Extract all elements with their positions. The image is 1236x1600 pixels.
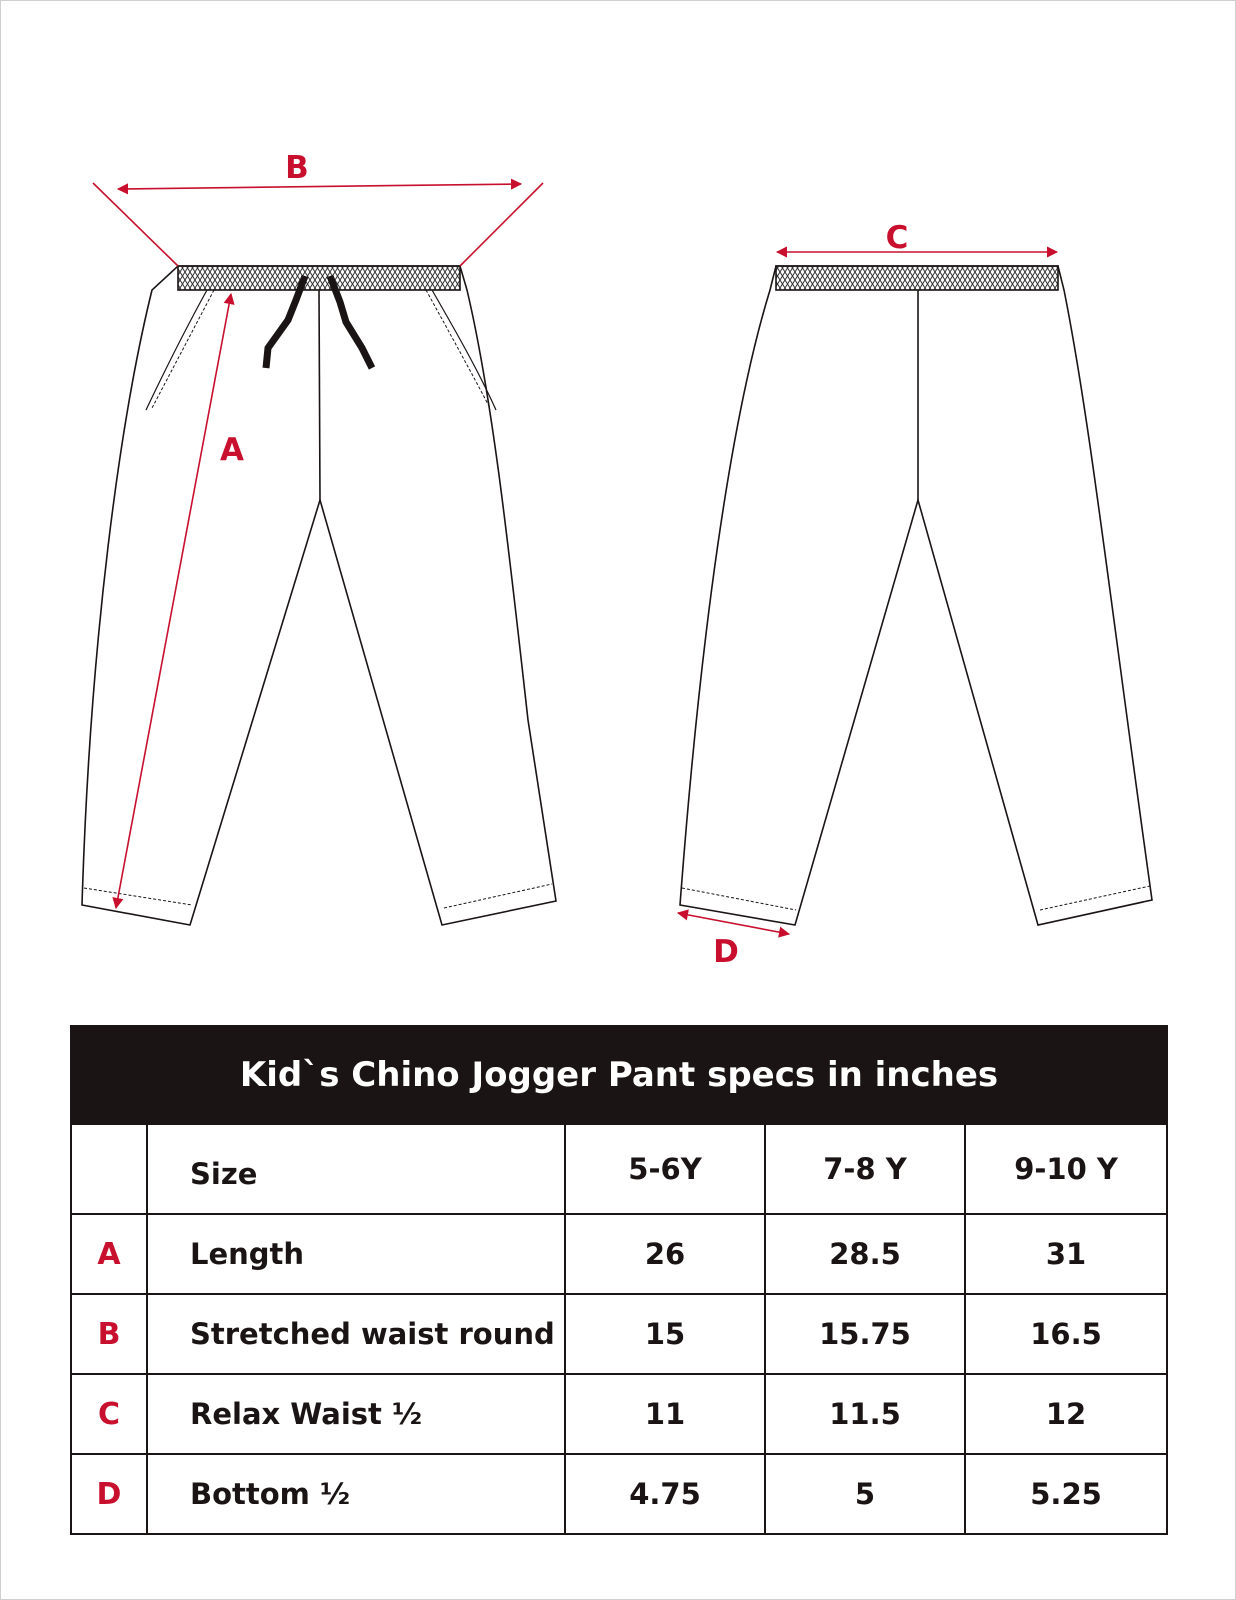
size-header-row: [71, 1124, 1167, 1214]
size-label: Size: [147, 1124, 565, 1214]
back-pant-outline: [680, 266, 1152, 925]
spec-table: [70, 1025, 1168, 1535]
row-value: 15: [565, 1294, 765, 1374]
table-row: [71, 1294, 1167, 1374]
dim-b-ext-right: [460, 183, 543, 266]
empty-cell: [71, 1124, 147, 1214]
front-pant: [82, 266, 556, 925]
dim-b-label: B: [285, 150, 309, 186]
row-value: 28.5: [765, 1214, 965, 1294]
row-name: Stretched waist round: [147, 1294, 565, 1374]
size-7-8y: 7-8 Y: [765, 1124, 965, 1214]
row-value: 4.75: [565, 1454, 765, 1534]
table-row: [71, 1374, 1167, 1454]
size-9-10y: 9-10 Y: [965, 1124, 1167, 1214]
dim-c-label: C: [885, 220, 909, 256]
row-name: Length: [147, 1214, 565, 1294]
dim-b-ext-left: [93, 183, 178, 266]
size-5-6y: 5-6Y: [565, 1124, 765, 1214]
row-name: Relax Waist ½: [147, 1374, 565, 1454]
dim-d-label: D: [713, 934, 739, 970]
row-value: 5: [765, 1454, 965, 1534]
table-row: [71, 1214, 1167, 1294]
back-pant: [680, 266, 1152, 925]
row-letter: D: [71, 1454, 147, 1534]
row-name: Bottom ½: [147, 1454, 565, 1534]
row-value: 12: [965, 1374, 1167, 1454]
row-value: 16.5: [965, 1294, 1167, 1374]
row-value: 11: [565, 1374, 765, 1454]
table-title: Kid`s Chino Jogger Pant specs in inches: [71, 1026, 1167, 1124]
row-value: 31: [965, 1214, 1167, 1294]
row-value: 26: [565, 1214, 765, 1294]
row-letter: B: [71, 1294, 147, 1374]
row-letter: A: [71, 1214, 147, 1294]
front-waistband: [178, 266, 460, 290]
row-value: 11.5: [765, 1374, 965, 1454]
dim-a-label: A: [220, 432, 244, 468]
dim-b-line: [118, 184, 521, 189]
back-waistband: [776, 266, 1058, 290]
row-value: 5.25: [965, 1454, 1167, 1534]
row-letter: C: [71, 1374, 147, 1454]
row-value: 15.75: [765, 1294, 965, 1374]
table-row: [71, 1454, 1167, 1534]
